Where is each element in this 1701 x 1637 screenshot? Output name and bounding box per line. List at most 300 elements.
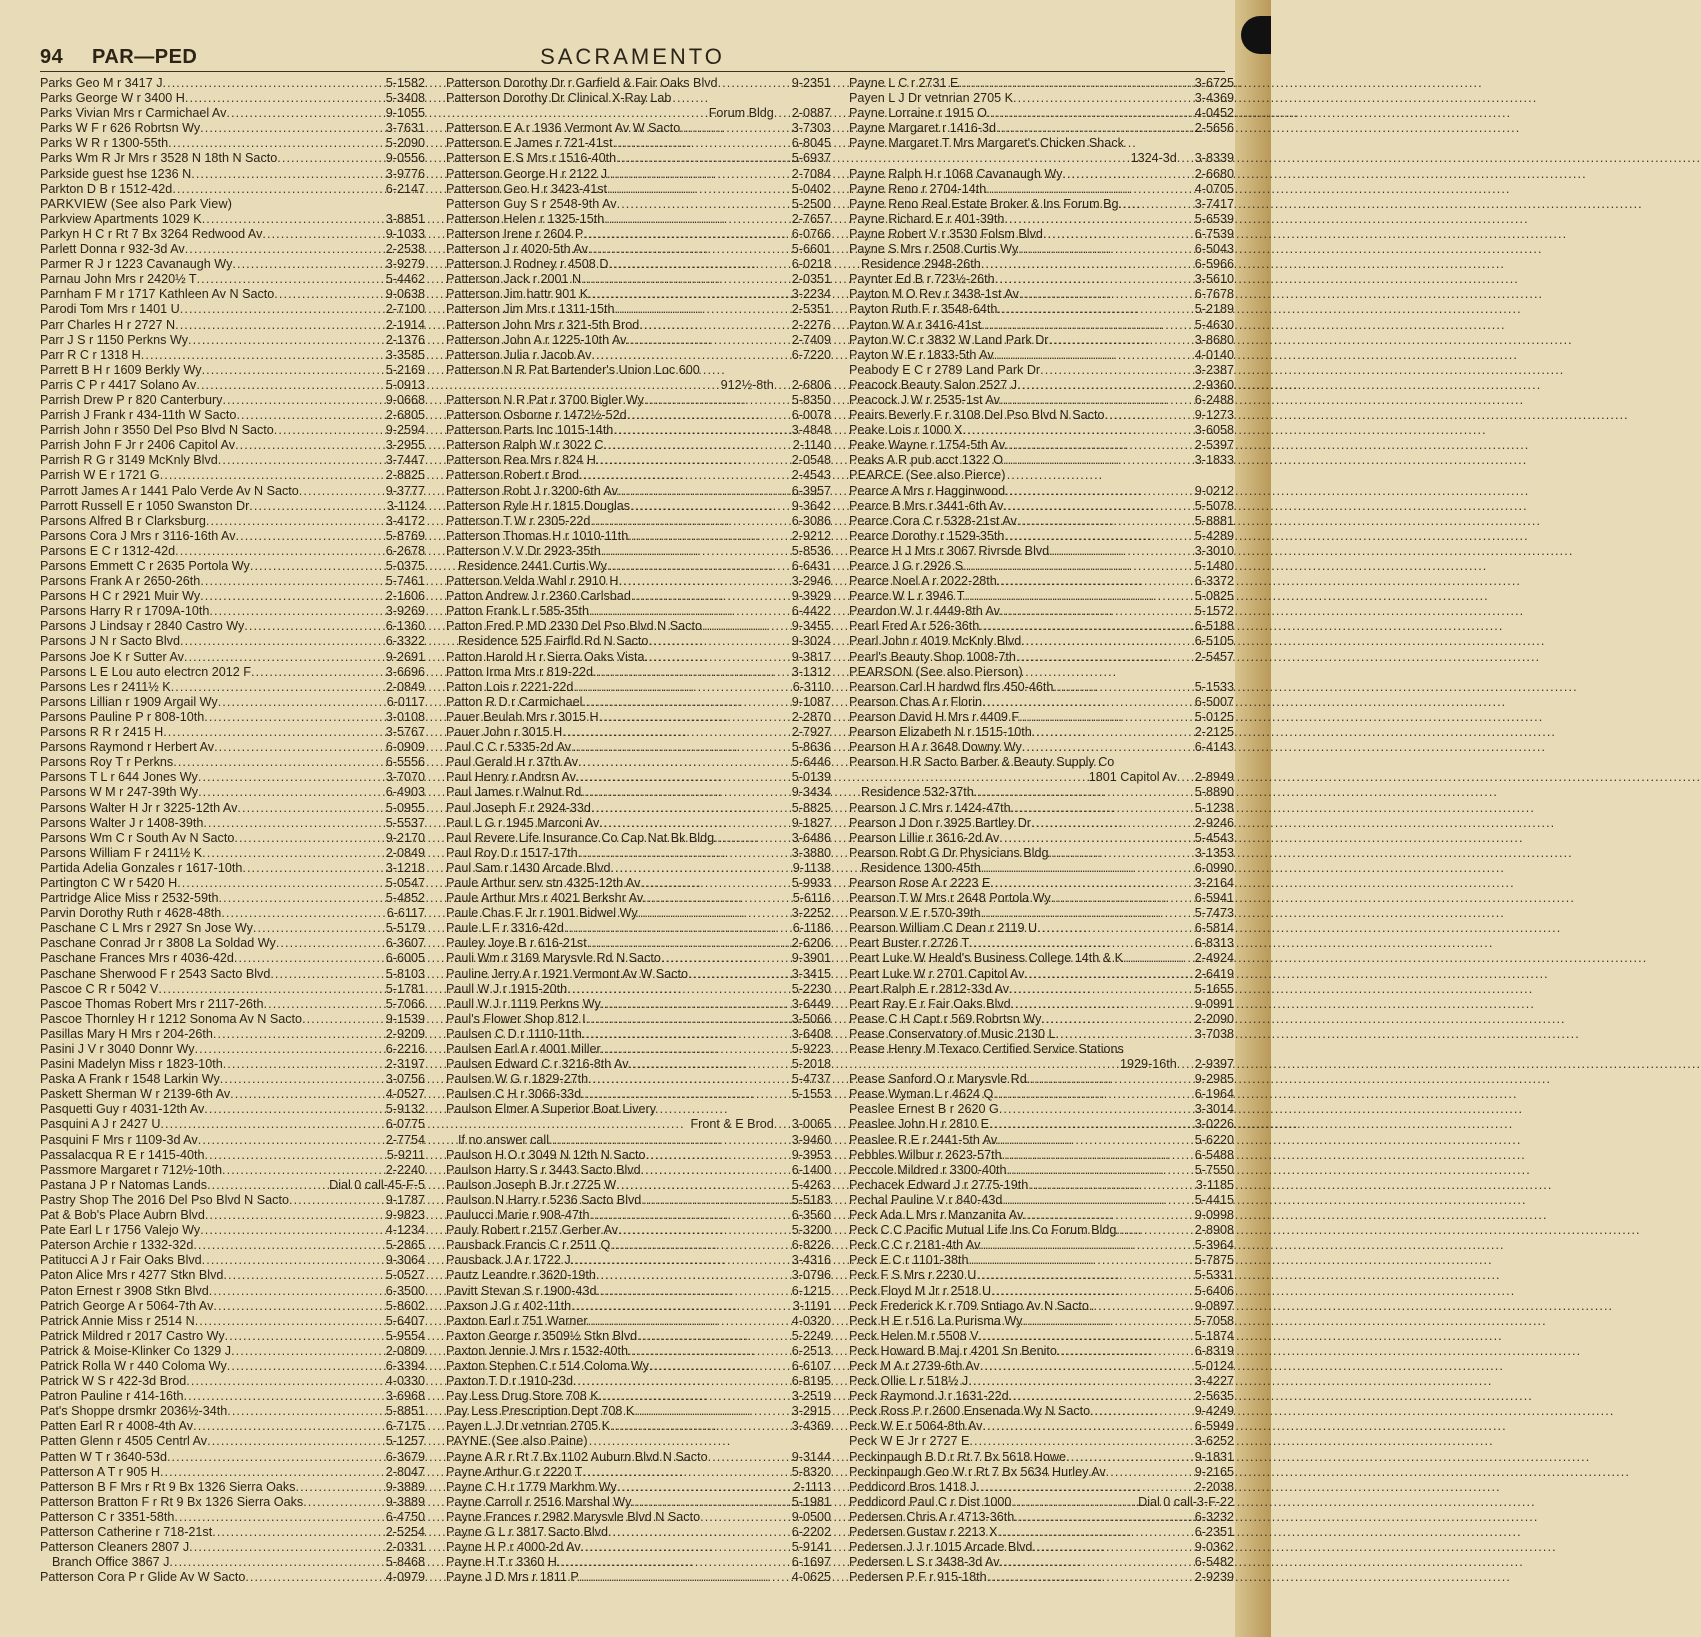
listing-name: Parsons J Lindsay r 2840 Castro Wy: [40, 619, 245, 634]
listing-entry: [446, 182, 831, 197]
listing-entry: [446, 197, 831, 212]
listing-entry: [40, 257, 425, 272]
listing-entry: [40, 1374, 425, 1389]
phone-number: 6-1215: [791, 1283, 831, 1298]
listing-entry: [849, 1133, 1234, 1148]
phone-number: 2-7657: [791, 211, 831, 226]
phone-number: 2-9209: [385, 1026, 425, 1041]
listing-entry: [446, 1238, 831, 1253]
listing-entry: [40, 1268, 425, 1283]
dot-leader: [188, 333, 386, 348]
phone-number: 3-4369: [1194, 91, 1234, 106]
dot-leader: [1027, 1072, 1195, 1087]
listing-name: Patterson Velda Wahl r 2910 H: [446, 574, 619, 589]
listing-name: Patterson Ralph W r 3022 C: [446, 438, 604, 453]
dot-leader: [202, 212, 386, 227]
phone-number: 5-6601: [791, 242, 831, 257]
listing-name: Pearl's Beauty Shop 1008-7th: [849, 649, 1016, 664]
dot-leader: [986, 182, 1195, 197]
dot-leader: [968, 1374, 1195, 1389]
phone-number: 3-7447: [385, 453, 425, 468]
listing-entry: [446, 1314, 831, 1329]
listing-address: 912½-8th: [720, 377, 774, 392]
dot-leader: [212, 1525, 386, 1540]
listing-name: Peck Howard B Maj r 4201 Sn Benito: [849, 1343, 1057, 1358]
dot-leader: [180, 302, 386, 317]
phone-number: 6-5482: [1194, 1555, 1234, 1570]
listing-name: Patterson B F Mrs r Rt 9 Bx 1326 Sierra Oaks: [40, 1479, 296, 1494]
phone-number: 2-8949: [1194, 770, 1234, 785]
listing-entry: [446, 967, 831, 982]
listing-name: Partida Adelia Gonzales r 1617-10th: [40, 860, 243, 875]
phone-number: 3-3415: [791, 966, 831, 981]
listing-entry: [40, 1465, 425, 1480]
listing-entry: [849, 227, 1234, 242]
phone-number: 9-1539: [385, 1011, 425, 1026]
dot-leader: [576, 770, 792, 785]
dot-leader: [982, 695, 1195, 710]
listing-entry: [446, 1133, 831, 1148]
listing-entry: [40, 121, 425, 136]
listing-name: Parsons E C r 1312-42d: [40, 543, 176, 558]
listing-name: Paschane Sherwood F r 2543 Sacto Blvd: [40, 966, 271, 981]
dot-leader: [173, 755, 386, 770]
dot-leader: [200, 589, 386, 604]
phone-number: 5-8536: [791, 543, 831, 558]
dot-leader: [250, 559, 386, 574]
listing-entry: [40, 1389, 425, 1404]
dot-leader: [1177, 151, 1195, 166]
listing-name: Paulsen C D r 1110-11th: [446, 1026, 582, 1041]
phone-number: 5-7058: [1194, 1313, 1234, 1328]
listing-name: Patterson Robt J r 3200-6th Av: [446, 483, 618, 498]
listing-name: Parsons Walter H Jr r 3225-12th Av: [40, 800, 238, 815]
phone-number: 5-1582: [385, 76, 425, 90]
phone-number: 6-0990: [1194, 860, 1234, 875]
phone-number: 9-3929: [791, 589, 831, 604]
listing-entry: [40, 891, 425, 906]
phone-number: 5-2500: [791, 196, 831, 211]
dot-leader: [169, 1555, 385, 1570]
phone-number: 5-3408: [385, 91, 425, 106]
dot-leader: [1005, 438, 1195, 453]
dot-leader: [582, 695, 791, 710]
phone-number: 5-2865: [385, 1238, 425, 1253]
dot-leader: [209, 1284, 386, 1299]
listing-entry: [446, 831, 831, 846]
listing-entry: [849, 1419, 1234, 1434]
dot-leader: [274, 287, 386, 302]
dot-leader: [661, 951, 792, 966]
listing-name: Payne Robert V r 3530 Folsm Blvd: [849, 226, 1043, 241]
listing-name: Peck W E r 5064-8th Av: [849, 1419, 983, 1434]
phone-number: 6-4422: [791, 604, 831, 619]
listing-name: Patterson Ryle H r 1815 Douglas: [446, 498, 631, 513]
phone-number: 4-0140: [1194, 347, 1234, 362]
dot-leader: [630, 499, 792, 514]
listing-name: Paska A Frank r 1548 Larkin Wy: [40, 1072, 220, 1087]
phone-number: 6-0766: [791, 226, 831, 241]
listing-entry: [849, 197, 1234, 212]
listing-name: Pasquini A J r 2427 U: [40, 1117, 161, 1132]
listing-entry: [446, 1148, 831, 1163]
listing-entry: [40, 1027, 425, 1042]
phone-number: 5-2249: [791, 1328, 831, 1343]
listing-entry: [849, 1555, 1234, 1570]
listing-entry: [849, 1314, 1234, 1329]
listing-name: Paule Arthur Mrs r 4021 Berkshr Av: [446, 891, 644, 906]
dot-leader: [1041, 1012, 1194, 1027]
dot-leader: [185, 242, 386, 257]
listing-name: Parsons Joe K r Sutter Av: [40, 649, 184, 664]
dot-leader: [634, 1404, 791, 1419]
phone-number: 6-2147: [385, 181, 425, 196]
listing-entry: [849, 1163, 1234, 1178]
listing-name: Parks W F r 626 Robrtsn Wy: [40, 121, 201, 136]
listing-name: Paull W J r 1915-20th: [446, 981, 568, 996]
listing-entry: [446, 1389, 831, 1404]
listing-entry: [40, 212, 425, 227]
listing-entry: [849, 695, 1234, 710]
dot-leader: [209, 604, 385, 619]
listing-name: Patrick & Moise-Klinker Co 1329 J: [40, 1343, 232, 1358]
listing-name: Patton Harold H r Sierra Oaks Vista: [446, 649, 645, 664]
listing-name: Patterson Dorothy Dr r Garfield & Fair Oaks Blvd: [446, 76, 718, 90]
phone-number: 6-6107: [791, 1358, 831, 1373]
listing-name: Paxton Stephen C r 514 Coloma Wy: [446, 1358, 649, 1373]
dot-leader: [997, 1133, 1195, 1148]
listing-name: Paule L F r 3316-42d: [446, 921, 564, 936]
listing-entry: [849, 921, 1234, 936]
dot-leader: [618, 574, 791, 589]
dot-leader: [708, 1450, 792, 1465]
listing-entry: [849, 1495, 1234, 1510]
listing-entry: [849, 1027, 1234, 1042]
listing-entry: [40, 1012, 425, 1027]
phone-number: 5-4263: [791, 1177, 831, 1192]
listing-entry: [40, 1314, 425, 1329]
listing-entry: [40, 1178, 425, 1193]
listing-entry: [40, 755, 425, 770]
dot-leader: [1013, 91, 1195, 106]
phone-number: 9-9823: [385, 1208, 425, 1223]
dot-leader: [774, 1117, 792, 1132]
phone-number: 6-1186: [792, 921, 831, 936]
listing-name: Pearson H R Sacto Barber & Beauty Supply Co: [849, 755, 1115, 770]
listing-name: Parsons Frank A r 2650-26th: [40, 574, 201, 589]
listing-heading: [446, 1102, 831, 1117]
listing-name: Patton Andrew J r 2360 Carlsbad: [446, 589, 631, 604]
dot-leader: [205, 1208, 386, 1223]
listing-name: Payne Reno Real Estate Broker & Ins Forum Bg: [849, 196, 1119, 211]
listing-name: Pedersen Chris A r 4713-36th: [849, 1509, 1015, 1524]
listing-entry: [446, 619, 831, 634]
listing-entry: [849, 619, 1234, 634]
listing-name: Payne Arthur G r 2220 T: [446, 1464, 583, 1479]
phone-number: 4-0625: [791, 1570, 831, 1585]
listing-name: Pearson Rose A r 2223 E: [849, 875, 991, 890]
phone-number: 2-6806: [791, 377, 831, 392]
dot-leader: [638, 906, 792, 921]
phone-number: 3-5610: [1194, 272, 1234, 287]
listing-entry: [446, 921, 831, 936]
dot-leader: [206, 514, 386, 529]
listing-entry: [446, 861, 831, 876]
listing-entry: [446, 1465, 831, 1480]
listing-name: Peaslee John H r 2810 E: [849, 1117, 990, 1132]
phone-number: 6-3394: [385, 1358, 425, 1373]
phone-number: 5-1480: [1194, 559, 1234, 573]
dot-leader: [1023, 1208, 1194, 1223]
listing-name: Payne A R r Rt 7 Bx 1102 Auburn Blvd N Sacto: [446, 1449, 708, 1464]
listing-continuation: [446, 378, 831, 393]
listing-name: Patten W T r 3640-53d: [40, 1449, 167, 1464]
listing-name: Parrett B H r 1609 Berkly Wy: [40, 362, 202, 377]
phone-number: 9-3024: [791, 634, 831, 649]
dot-leader: [249, 499, 386, 514]
phone-number: 9-2691: [385, 649, 425, 664]
listing-name: Parkyn H C r Rt 7 Bx 3264 Redwood Av: [40, 226, 263, 241]
phone-number: 3-0065: [791, 1117, 831, 1132]
dot-leader: [204, 710, 385, 725]
listing-address: Forum Bldg: [708, 106, 774, 121]
phone-number: 6-5966: [1194, 257, 1234, 272]
listing-name: Peck W E Jr r 2727 E: [849, 1434, 970, 1449]
dot-leader: [1022, 740, 1195, 755]
listing-entry: [446, 1253, 831, 1268]
phone-number: 9-0998: [1194, 1208, 1234, 1223]
listing-entry: [446, 876, 831, 891]
listing-name: PEARCE (See also Pierce): [849, 468, 1006, 483]
phone-number: 5-8851: [385, 1404, 425, 1419]
phone-number: 3-4369: [791, 1419, 831, 1434]
listing-name: Patterson Rea Mrs r 824 H: [446, 453, 596, 468]
phone-number: 5-1781: [385, 981, 425, 996]
phone-number: 9-2351: [791, 76, 831, 90]
listing-name: Parkview Apartments 1029 K: [40, 211, 202, 226]
dot-leader: [1019, 710, 1195, 725]
phone-number: 3-1124: [386, 498, 425, 513]
dot-leader: [177, 876, 386, 891]
dot-leader: [626, 333, 791, 348]
dot-leader: [981, 906, 1195, 921]
listing-name: Patrich George A r 5064-7th Av: [40, 1298, 214, 1313]
listing-entry: [40, 468, 425, 483]
dot-leader: [640, 876, 791, 891]
listing-entry: [40, 574, 425, 589]
phone-number: 2-2870: [791, 709, 831, 724]
listing-entry: [40, 1359, 425, 1374]
phone-number: 3-5066: [791, 1011, 831, 1026]
listing-name: Payne L C r 2731 E: [849, 76, 959, 90]
dot-leader: [1022, 1314, 1194, 1329]
phone-number: 2-4543: [791, 468, 831, 483]
listing-entry: [40, 91, 425, 106]
dot-leader: [994, 348, 1195, 363]
dot-leader: [993, 1087, 1194, 1102]
listing-entry: [446, 650, 831, 665]
dot-leader: [303, 1495, 386, 1510]
phone-number: 3-6486: [791, 830, 831, 845]
listing-entry: [40, 634, 425, 649]
listing-name: Payton W A r 3416-41st: [849, 317, 982, 332]
listing-entry: [40, 1480, 425, 1495]
dot-leader: [588, 1072, 792, 1087]
listing-entry: [849, 1299, 1234, 1314]
dot-leader: [567, 982, 792, 997]
listing-name: Patitucci A J r Fair Oaks Blvd: [40, 1253, 202, 1268]
dot-leader: [596, 1268, 792, 1283]
listing-entry: [40, 499, 425, 514]
dot-leader: [571, 740, 792, 755]
listing-name: Parmer R J r 1223 Cavanaugh Wy: [40, 257, 233, 272]
dot-leader: [974, 785, 1195, 800]
dot-leader: [613, 423, 791, 438]
listing-name: Payton W E r 1833-5th Av: [849, 347, 994, 362]
phone-number: 5-1874: [1194, 1328, 1234, 1343]
listing-name: Pearson Lillie r 3616-2d Av: [849, 830, 1000, 845]
dot-leader: [1017, 514, 1195, 529]
dot-leader: [963, 559, 1195, 574]
dot-leader: [175, 318, 386, 333]
dot-leader: [629, 1057, 792, 1072]
listing-name: Pedersen Gustav r 2213 X: [849, 1525, 998, 1539]
listing-entry: [849, 1193, 1234, 1208]
listing-entry: [446, 1329, 831, 1344]
listing-entry: [446, 151, 831, 166]
listing-name: Paxson J G r 402-11th: [446, 1298, 572, 1313]
listing-entry: [849, 544, 1234, 559]
listing-name: Residence 525 Fairfld Rd N Sacto: [458, 634, 649, 649]
listing-entry: [40, 227, 425, 242]
phone-number: 6-3607: [385, 936, 425, 951]
listing-name: Peart Ralph E r 2812-33d Av: [849, 981, 1010, 996]
dot-leader: [223, 1057, 386, 1072]
listing-name: Patterson Jim Mrs r 1311-15th: [446, 302, 615, 317]
phone-number: 9-2985: [1194, 1072, 1234, 1087]
listing-name: Peddicord Paul C r Dist 1000: [849, 1494, 1012, 1509]
dot-leader: [1057, 1344, 1195, 1359]
listing-name: Patton Irma Mrs r 819-22d: [446, 664, 593, 679]
listing-name: Pat & Bob's Place Aubrn Blvd: [40, 1208, 205, 1223]
phone-number: 5-5183: [791, 1192, 831, 1207]
phone-number: 5-0375: [385, 559, 425, 573]
listing-name: Pauer John r 3015 H: [446, 725, 563, 740]
dot-leader: [579, 468, 792, 483]
listing-entry: [446, 770, 831, 785]
listing-name: Parsons J N r Sacto Blvd: [40, 634, 180, 649]
listing-entry: [849, 423, 1234, 438]
dot-leader: [231, 1344, 386, 1359]
dot-leader: [648, 634, 791, 649]
listing-entry: [849, 906, 1234, 921]
dot-leader: [234, 831, 385, 846]
listing-entry: [446, 665, 831, 680]
listing-name: Peardon W J r 4449-8th Av: [849, 604, 1000, 619]
listing-name: Paxton George r 3509½ Stkn Blvd: [446, 1328, 638, 1343]
dot-leader: [1123, 951, 1195, 966]
listing-heading: [849, 665, 1234, 680]
phone-number: 5-4630: [1194, 317, 1234, 332]
phone-number: 5-3964: [1194, 1238, 1234, 1253]
dot-leader: [1002, 1193, 1194, 1208]
phone-number: 5-8320: [791, 1464, 831, 1479]
phone-number: 5-0913: [385, 377, 425, 392]
listing-name: Parrott Russell E r 1050 Swanston Dr: [40, 498, 250, 513]
dot-leader: [614, 302, 791, 317]
listing-entry: [849, 408, 1234, 423]
listing-entry: [446, 801, 831, 816]
phone-number: 3-9269: [385, 604, 425, 619]
dot-leader: [573, 1374, 792, 1389]
listing-name: Patterson C r 3351-58th: [40, 1509, 175, 1524]
listing-name: Patterson John A r 1225-10th Av: [446, 332, 627, 347]
dot-leader: [593, 665, 792, 680]
listing-name: Payne Carroll r 2516 Marshal Wy: [446, 1494, 632, 1509]
phone-number: 9-0897: [1194, 1298, 1234, 1313]
dot-leader: [200, 574, 385, 589]
phone-number: 6-4903: [385, 785, 425, 800]
listing-entry: [446, 1480, 831, 1495]
dot-leader: [172, 182, 385, 197]
dot-leader: [587, 936, 792, 951]
listing-name: Parsons Les r 2411½ K: [40, 679, 171, 694]
listing-entry: [40, 167, 425, 182]
phone-number: 5-4289: [1194, 528, 1234, 543]
listing-entry: [40, 921, 425, 936]
listing-entry: [849, 982, 1234, 997]
phone-number: 5-7473: [1194, 906, 1234, 921]
phone-number: 2-0351: [791, 272, 831, 287]
phone-number: 5-0139: [791, 770, 831, 785]
dot-leader: [582, 1027, 792, 1042]
listing-entry: [40, 846, 425, 861]
listing-heading: [446, 91, 831, 106]
phone-number: 6-5814: [1194, 921, 1234, 936]
listing-entry: [446, 1555, 831, 1570]
dot-leader: [214, 740, 386, 755]
phone-number: 6-6005: [385, 951, 425, 966]
listing-entry: [40, 302, 425, 317]
dot-leader: [646, 1148, 792, 1163]
listing-name: Pearson V E r 570-39th: [849, 906, 981, 921]
listing-entry: [446, 302, 831, 317]
phone-number: 6-6431: [791, 559, 831, 573]
phone-number: 2-8908: [1194, 1223, 1234, 1238]
phone-number: 6-1964: [1194, 1087, 1234, 1102]
listing-entry: [446, 1208, 831, 1223]
listing-name: Parrish J Frank r 434-11th W Sacto: [40, 408, 237, 423]
listing-entry: [40, 393, 425, 408]
dot-leader: [718, 76, 792, 91]
phone-number: 5-8350: [791, 392, 831, 407]
phone-number: 3-1312: [791, 664, 831, 679]
listing-entry: [849, 363, 1234, 378]
phone-number: 5-1257: [385, 1434, 425, 1449]
dot-leader: [1011, 1495, 1138, 1510]
listing-entry: [446, 951, 831, 966]
phone-number: 3-8680: [1194, 332, 1234, 347]
phone-number: 2-2125: [1194, 725, 1234, 740]
phone-number: 2-6680: [1194, 166, 1234, 181]
listing-entry: [40, 1223, 425, 1238]
dot-leader: [649, 1359, 792, 1374]
phone-number: 4-0527: [385, 1087, 425, 1102]
phone-number: 5-4543: [1194, 830, 1234, 845]
dot-leader: [167, 1450, 386, 1465]
phone-number: 2-0331: [385, 1540, 425, 1555]
listing-name: Payne Ralph H r 1068 Cavanaugh Wy: [849, 166, 1063, 181]
